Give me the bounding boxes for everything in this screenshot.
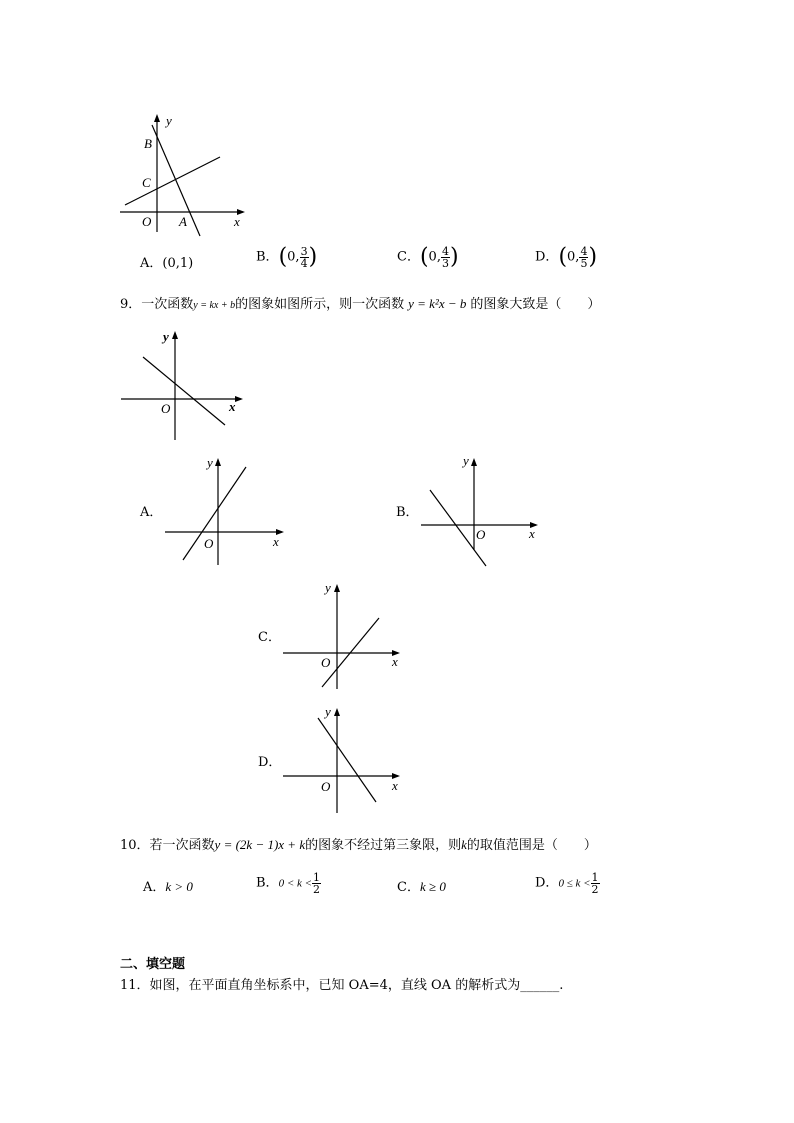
q9-main-graph (115, 325, 255, 445)
y-label: y (207, 455, 213, 470)
q9-stem-mid: 的图象如图所示，则一次函数 (235, 297, 405, 312)
x-label: x (273, 534, 279, 549)
q9-option-d-label[interactable]: D． (258, 755, 282, 770)
line-c (125, 157, 220, 205)
q10-stem (120, 837, 597, 854)
q10-option-c[interactable] (397, 879, 446, 896)
origin-label: O (476, 527, 486, 542)
fraction: $\frac{1}{2}$ (591, 871, 599, 896)
origin-label: O (142, 214, 152, 229)
y-label: y (325, 704, 331, 719)
origin-label: O (321, 655, 331, 670)
point-b-label: B (144, 136, 152, 151)
q10-k: k (461, 837, 467, 852)
x-label: x (529, 526, 535, 541)
option-letter: C． (397, 880, 420, 895)
option-letter: D． (535, 875, 559, 891)
q9-option-a-graph[interactable] (160, 450, 290, 565)
fraction: $\frac{3}{4}$ (300, 245, 308, 270)
y-label: y (163, 329, 169, 344)
q8-option-a[interactable] (140, 256, 193, 272)
option-letter: B． (256, 249, 279, 265)
section-title: 二、填空题 (120, 957, 186, 972)
q9-stem (120, 296, 600, 314)
fraction: $\frac{4}{5}$ (580, 245, 588, 270)
y-axis-arrow (172, 331, 178, 339)
option-letter: D． (535, 249, 559, 265)
q10-option-d[interactable] (535, 872, 600, 895)
option-value: k > 0 (165, 879, 193, 894)
q9-option-b-graph[interactable] (418, 450, 548, 570)
option-letter: C． (397, 249, 420, 265)
point-a-label: A (179, 214, 187, 229)
q10-option-a[interactable] (143, 879, 193, 896)
origin-label: O (161, 401, 171, 416)
fraction: $\frac{1}{2}$ (313, 871, 321, 896)
function-line (183, 467, 246, 560)
q8-option-c[interactable]: C．(0, $\frac{4}{3}$ ) (397, 244, 459, 270)
q10-option-b[interactable] (256, 872, 321, 895)
q10-stem-mid: 的图象不经过第三象限，则 (305, 838, 462, 853)
q9-option-a-label[interactable]: A． (140, 505, 163, 520)
option-pre: 0, (287, 249, 300, 265)
x-label: x (234, 214, 240, 229)
y-label: y (325, 580, 331, 595)
q9-stem-suffix: 的图象大致是（ ） (470, 297, 601, 312)
option-value: (0,1) (162, 256, 194, 271)
y-axis-arrow (334, 708, 340, 716)
option-pre: 0 ≤ k < (558, 877, 591, 890)
q9-option-c-label[interactable]: C． (258, 630, 281, 645)
y-axis-arrow (471, 458, 477, 466)
q10-stem-suffix: 的取值范围是（ ） (466, 838, 597, 853)
y-axis-arrow (334, 584, 340, 592)
q8-graph (115, 108, 255, 238)
option-value: k ≥ 0 (419, 879, 446, 894)
y-label: y (463, 453, 469, 468)
q9-option-d-graph[interactable] (280, 700, 410, 818)
option-letter: A． (140, 256, 163, 271)
point-c-label: C (142, 175, 151, 190)
y-axis-arrow (215, 458, 221, 466)
q9-equation-2: y = k²x − b (408, 296, 467, 311)
y-axis-arrow (154, 114, 160, 122)
q8-option-d[interactable]: D．(0, $\frac{4}{5}$ ) (535, 244, 598, 270)
option-pre: 0, (567, 249, 580, 265)
q9-stem-prefix: 9．一次函数 (120, 297, 194, 312)
function-line (143, 357, 225, 425)
q9-equation-1: y = kx + b (193, 300, 236, 311)
option-pre: 0 < k < (278, 877, 313, 890)
option-letter: B． (256, 875, 279, 891)
q9-option-c-graph[interactable] (280, 576, 410, 694)
option-letter: A． (143, 880, 166, 895)
fraction: $\frac{4}{3}$ (441, 245, 449, 270)
origin-label: O (204, 536, 214, 551)
x-label: x (229, 399, 236, 414)
q11-stem: 11．如图，在平面直角坐标系中，已知 OA=4，直线 OA 的解析式为______. (120, 978, 564, 993)
origin-label: O (321, 779, 331, 794)
x-label: x (392, 778, 398, 793)
q9-option-b-label[interactable]: B． (396, 505, 419, 520)
y-label: y (166, 113, 172, 128)
option-pre: 0, (428, 249, 441, 265)
q8-option-b[interactable]: B．(0, $\frac{3}{4}$ ) (256, 244, 318, 270)
x-axis-arrow (235, 396, 243, 402)
q10-equation: y = (2k − 1)x + k (214, 837, 306, 852)
q10-stem-prefix: 10．若一次函数 (120, 838, 215, 853)
x-label: x (392, 654, 398, 669)
line-ab (152, 125, 200, 236)
